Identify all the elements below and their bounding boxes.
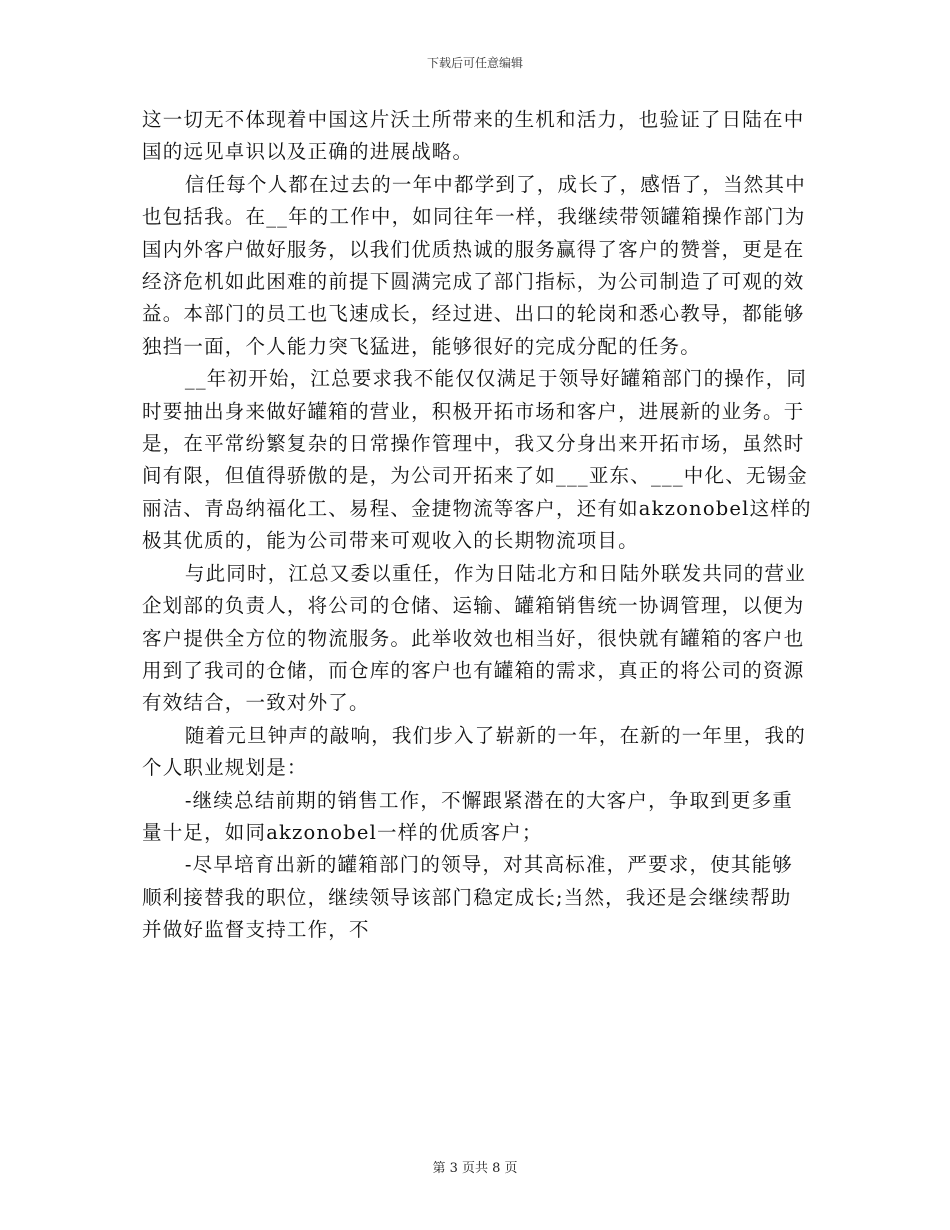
document-body — [142, 104, 812, 947]
paragraph-5: 随着元旦钟声的敲响，我们步入了崭新的一年，在新的一年里，我的个人职业规划是： — [142, 723, 806, 780]
paragraph-2: 信任每个人都在过去的一年中都学到了，成长了，感悟了，当然其中也包括我。在__年的工作中，如同往年一样，我继续带领罐箱操作部门为国内外客户做好服务，以我们优质热诚的服务赢得了客户的赞誉，更是在经济危机如此困难的前提下圆满完成了部门指标，为公司制造了可观的效益。本部门的员工也飞速成长，经过进、出口的轮岗和悉心教导，都能够独挡一面，个人能力突飞猛进，能够很好的完成分配的任务。 — [142, 172, 806, 358]
page-header: 下载后可任意编辑 — [426, 56, 523, 70]
paragraph-4: 与此同时，江总又委以重任，作为日陆北方和日陆外联发共同的营业企划部的负责人，将公司的仓储、运输、罐箱销售统一协调管理，以便为客户提供全方位的物流服务。此举收效也相当好，很快就有罐箱的客户也用到了我司的仓储，而仓库的客户也有罐箱的需求，真正的将公司的资源有效结合，一致对外了。 — [142, 561, 806, 715]
paragraph-7: -尽早培育出新的罐箱部门的领导，对其高标准，严要求，使其能够顺利接替我的职位，继续领导该部门稳定成长;当然，我还是会继续帮助并做好监督支持工作，不 — [142, 853, 793, 942]
paragraph-3: __年初开始，江总要求我不能仅仅满足于领导好罐箱部门的操作，同时要抽出身来做好罐箱的营业，积极开拓市场和客户，进展新的业务。于是，在平常纷繁复杂的日常操作管理中，我又分身出来开拓市场，虽然时间有限，但值得骄傲的是，为公司开拓来了如___亚东、___中化、无锡金丽洁、青岛纳福化工、易程、金捷物流等客户，还有如akzonobel这样的极其优质的，能为公司带来可观收入的长期物流项目。 — [142, 367, 812, 553]
page-footer: 第 3 页共 8 页 — [432, 1161, 518, 1176]
paragraph-6: -继续总结前期的销售工作，不懈跟紧潜在的大客户，争取到更多重量十足，如同akzonobel一样的优质客户； — [142, 788, 793, 844]
paragraph-1: 这一切无不体现着中国这片沃土所带来的生机和活力，也验证了日陆在中国的远见卓识以及正确的进展战略。 — [142, 108, 805, 164]
